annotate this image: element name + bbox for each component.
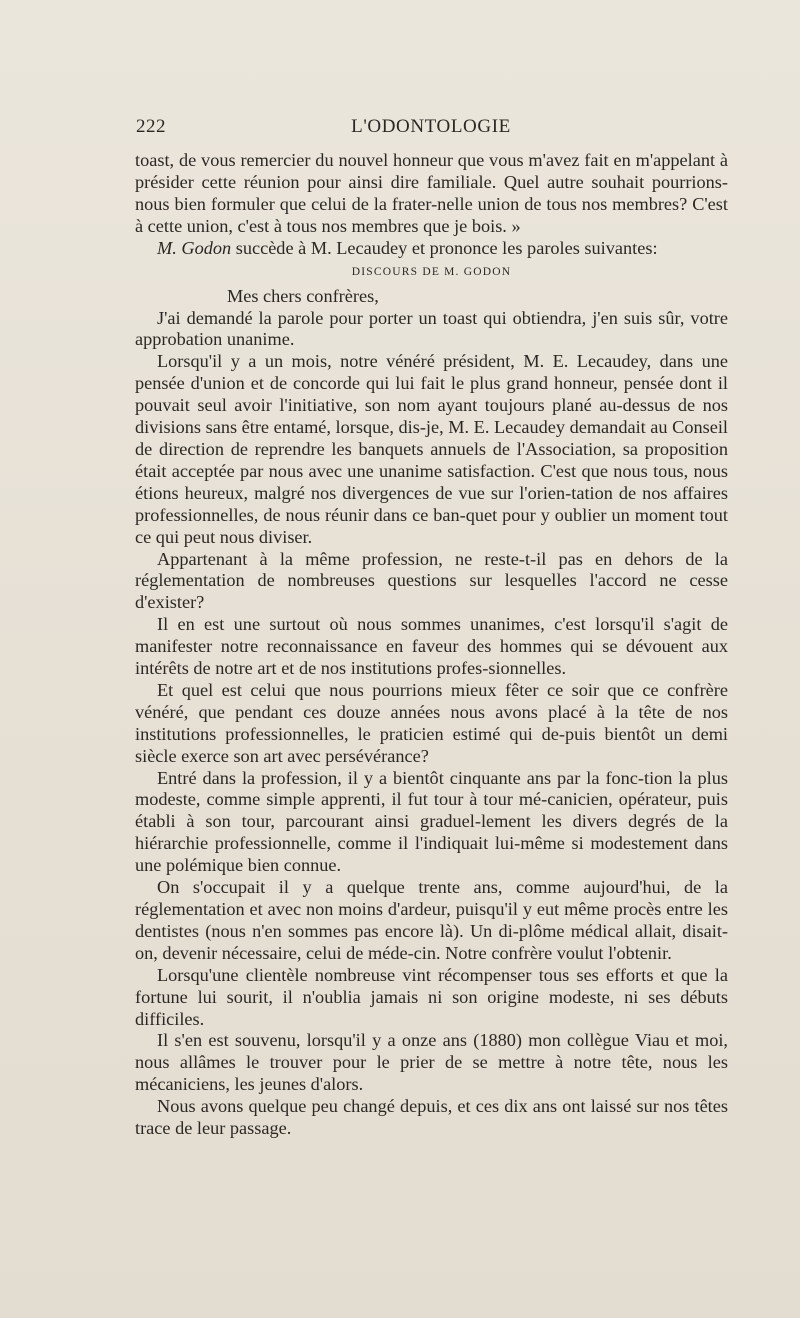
intro-paragraph: toast, de vous remercier du nouvel honneur que vous m'avez fait en m'appelant à présider cette réunion pour ainsi dire familiale. Quel autre souhait pourrions-nous bien formuler que celui de la frater-nelle union de tous nos membres? C'est à cette union, c'est à tous nos membres que je bois. » (135, 150, 728, 236)
page-body (135, 150, 728, 1140)
speaker-line (135, 238, 728, 260)
salutation: Mes chers confrères, (227, 285, 379, 306)
page-number: 222 (136, 116, 166, 137)
speech-paragraph-6: Entré dans la profession, il y a bientôt cinquante ans par la fonc-tion la plus modeste, comme simple apprenti, il fut tour à tour mé-canicien, opérateur, puis établi à son tour, parcourant ainsi graduel-lement les divers degrés de la hiérarchie professionnelle, comme il l'indiquait lui-même si modestement dans une polémique bien connue. (135, 767, 728, 876)
section-heading: DISCOURS DE M. GODON (351, 265, 512, 278)
speech-paragraph-3: Appartenant à la même profession, ne reste-t-il pas en dehors de la réglementation de nombreuses questions sur lesquelles l'accord ne cesse d'exister? (135, 548, 728, 613)
running-header (136, 116, 726, 142)
speech-paragraph-7: On s'occupait il y a quelque trente ans, comme aujourd'hui, de la réglementation et avec non moins d'ardeur, puisqu'il y eut même procès entre les dentistes (nous n'en sommes pas encore là). Un di-plôme médical allait, disait-on, devenir nécessaire, celui de méde-cin. Notre confrère voulut l'obtenir. (135, 877, 728, 963)
speech-paragraph-10: Nous avons quelque peu changé depuis, et ces dix ans ont laissé sur nos têtes trace de leur passage. (135, 1096, 728, 1139)
speech-paragraph-2: Lorsqu'il y a un mois, notre vénéré président, M. E. Lecaudey, dans une pensée d'union et de concorde qui lui fait le plus grand honneur, pensée dont il pouvait seul avoir l'initiative, son nom ayant toujours plané au-dessus de nos divisions sans être entamé, lorsque, dis-je, M. E. Lecaudey demandait au Conseil de direction de reprendre les banquets annuels de l'Association, sa proposition était acceptée par nous avec une unanime satisfaction. C'est que nous tous, nous étions heureux, malgré nos divergences de vue sur l'orien-tation de nos affaires professionnelles, de nous réunir dans ce ban-quet pour y oublier un moment tout ce qui peut nous diviser. (135, 351, 728, 547)
running-title: L'ODONTOLOGIE (351, 116, 511, 137)
speech-paragraph-4: Il en est une surtout où nous sommes unanimes, c'est lorsqu'il s'agit de manifester notre reconnaissance en faveur des hommes qui se dévouent aux intérêts de notre art et de nos institutions profes-sionnelles. (135, 614, 728, 679)
speaker-line-rest: succède à M. Lecaudey et prononce les paroles suivantes: (231, 237, 658, 258)
speech-paragraph-8: Lorsqu'une clientèle nombreuse vint récompenser tous ses efforts et que la fortune lui sourit, il n'oublia jamais ni son origine modeste, ni ses débuts difficiles. (135, 964, 728, 1029)
speech-paragraph-9: Il s'en est souvenu, lorsqu'il y a onze ans (1880) mon collègue Viau et moi, nous allâmes le trouver pour le prier de se mettre à notre tête, nous les mécaniciens, les jeunes d'alors. (135, 1030, 728, 1095)
speech-paragraph-5: Et quel est celui que nous pourrions mieux fêter ce soir que ce confrère vénéré, que pendant ces douze années nous avons placé à la tête de nos institutions professionnelles, le praticien estimé qui de-puis bientôt un demi siècle exerce son art avec persévérance? (135, 679, 728, 766)
speech-paragraph-1: J'ai demandé la parole pour porter un toast qui obtiendra, j'en suis sûr, votre approbation unanime. (135, 307, 728, 350)
speaker-name: M. Godon (157, 237, 232, 258)
